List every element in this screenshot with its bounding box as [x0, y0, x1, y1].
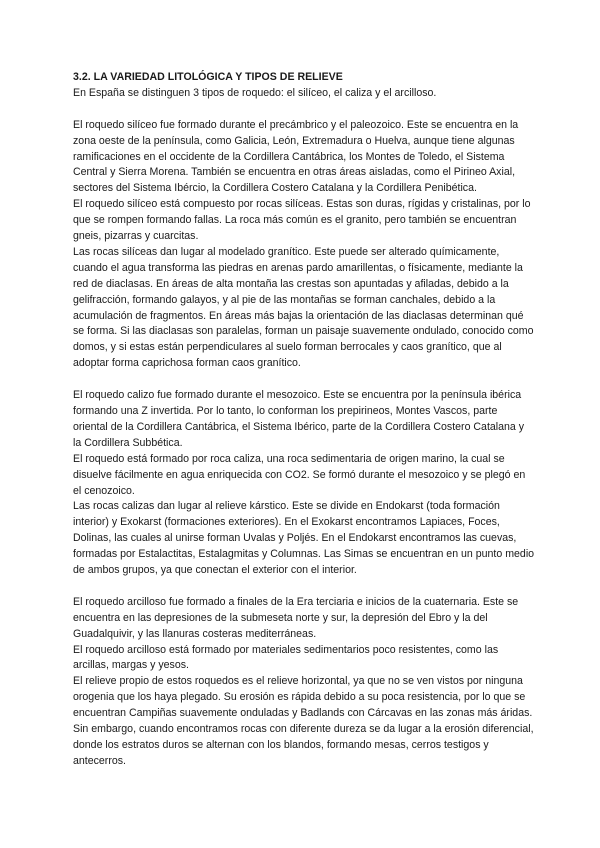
calizo-paragraph-1: El roquedo calizo fue formado durante el mesozoico. Este se encuentra por la península ibérica formando una Z invertida. Por lo tanto, lo conforman los prepirineos, Montes Vascos, parte oriental de la Cordillera Cantábrica, el Sistema Ibérico, parte de la Cordillera Costero Catalana y la Cordillera Subbética.: [73, 389, 525, 449]
siliceo-paragraph-2: El roquedo silíceo está compuesto por rocas silíceas. Estas son duras, rígidas y cristalinas, por lo que se rompen formando fallas. La roca más común es el granito, pero también se encuentran gneis, pizarras y cuarcitas.: [73, 198, 531, 243]
arcilloso-paragraph-1: El roquedo arcilloso fue formado a finales de la Era terciaria e inicios de la cuaternaria. Este se encuentra en las depresiones de la submeseta norte y sur, la depresión del Ebro y la del Guadalquivir, y las llanuras costeras mediterráneas.: [73, 595, 519, 640]
arcilloso-paragraph-3: El relieve propio de estos roquedos es el relieve horizontal, ya que no se ven vistos por ninguna orogenia que los haya plegado. Su erosión es rápida debido a su poca resistencia, por lo que se encuentran Campiñas suavemente onduladas y Badlands con Cárcavas en las zonas más áridas. Sin embargo, cuando encontramos rocas con diferente dureza se da lugar a la erosión diferencial, donde los estratos duros se alternan con los blandos, formando mesas, cerros testigos y antecerros.: [73, 675, 534, 767]
paragraph-gap: [73, 102, 535, 118]
intro-paragraph: En España se distinguen 3 tipos de roquedo: el silíceo, el caliza y el arcilloso.: [73, 86, 437, 99]
paragraph-gap: [73, 579, 535, 595]
paragraph-gap: [73, 372, 535, 388]
document-page: [73, 70, 535, 770]
siliceo-paragraph-3: Las rocas silíceas dan lugar al modelado granítico. Este puede ser alterado químicamente, cuando el agua transforma las piedras en arenas pardo amarillentas, o físicamente, mediante la red de diaclasas. En áreas de alta montaña las crestas son apuntadas y afiladas, debido a la gelifracción, formando galayos, y al pie de las montañas se forman canchales, debido a la acumulación de fragmentos. En áreas más bajas la orientación de las diaclasas determinan qué se forma. Si las diaclasas son paralelas, forman un paisaje suavemente ondulado, conocido como domos, y si estas están perpendiculares al suelo forman berrocales y caos granítico, que al adoptar forma caprichosa forman caos granítico.: [73, 245, 534, 370]
calizo-paragraph-3: Las rocas calizas dan lugar al relieve kárstico. Este se divide en Endokarst (toda formación interior) y Exokarst (formaciones exteriores). En el Exokarst encontramos Lapiaces, Foces, Dolinas, las cuales al unirse forman Uvalas y Poljés. En el Endokarst encontramos las cuevas, formadas por Estalactitas, Estalagmitas y Columnas. Las Simas se encuentran en un punto medio de ambos grupos, ya que conectan el exterior con el interior.: [73, 500, 535, 577]
arcilloso-paragraph-2: El roquedo arcilloso está formado por materiales sedimentarios poco resistentes, como las arcillas, margas y yesos.: [73, 643, 499, 672]
calizo-paragraph-2: El roquedo está formado por roca caliza, una roca sedimentaria de origen marino, la cual se disuelve fácilmente en agua enriquecida con CO2. Se formó durante el mesozoico y se plegó en el cenozoico.: [73, 452, 526, 497]
siliceo-paragraph-1: El roquedo silíceo fue formado durante el precámbrico y el paleozoico. Este se encuentra en la zona oeste de la península, como Galicia, León, Extremadura o Huelva, aunque tiene algunas ramificaciones en el occidente de la Cordillera Cantábrica, los Montes de Toledo, el Sistema Central y Sierra Morena. También se encuentra en otras áreas aisladas, como el Pirineo Axial, sectores del Sistema Ibércio, la Cordillera Costero Catalana y la Cordillera Penibética.: [73, 118, 519, 195]
section-heading: 3.2. LA VARIEDAD LITOLÓGICA Y TIPOS DE RELIEVE: [73, 71, 343, 83]
